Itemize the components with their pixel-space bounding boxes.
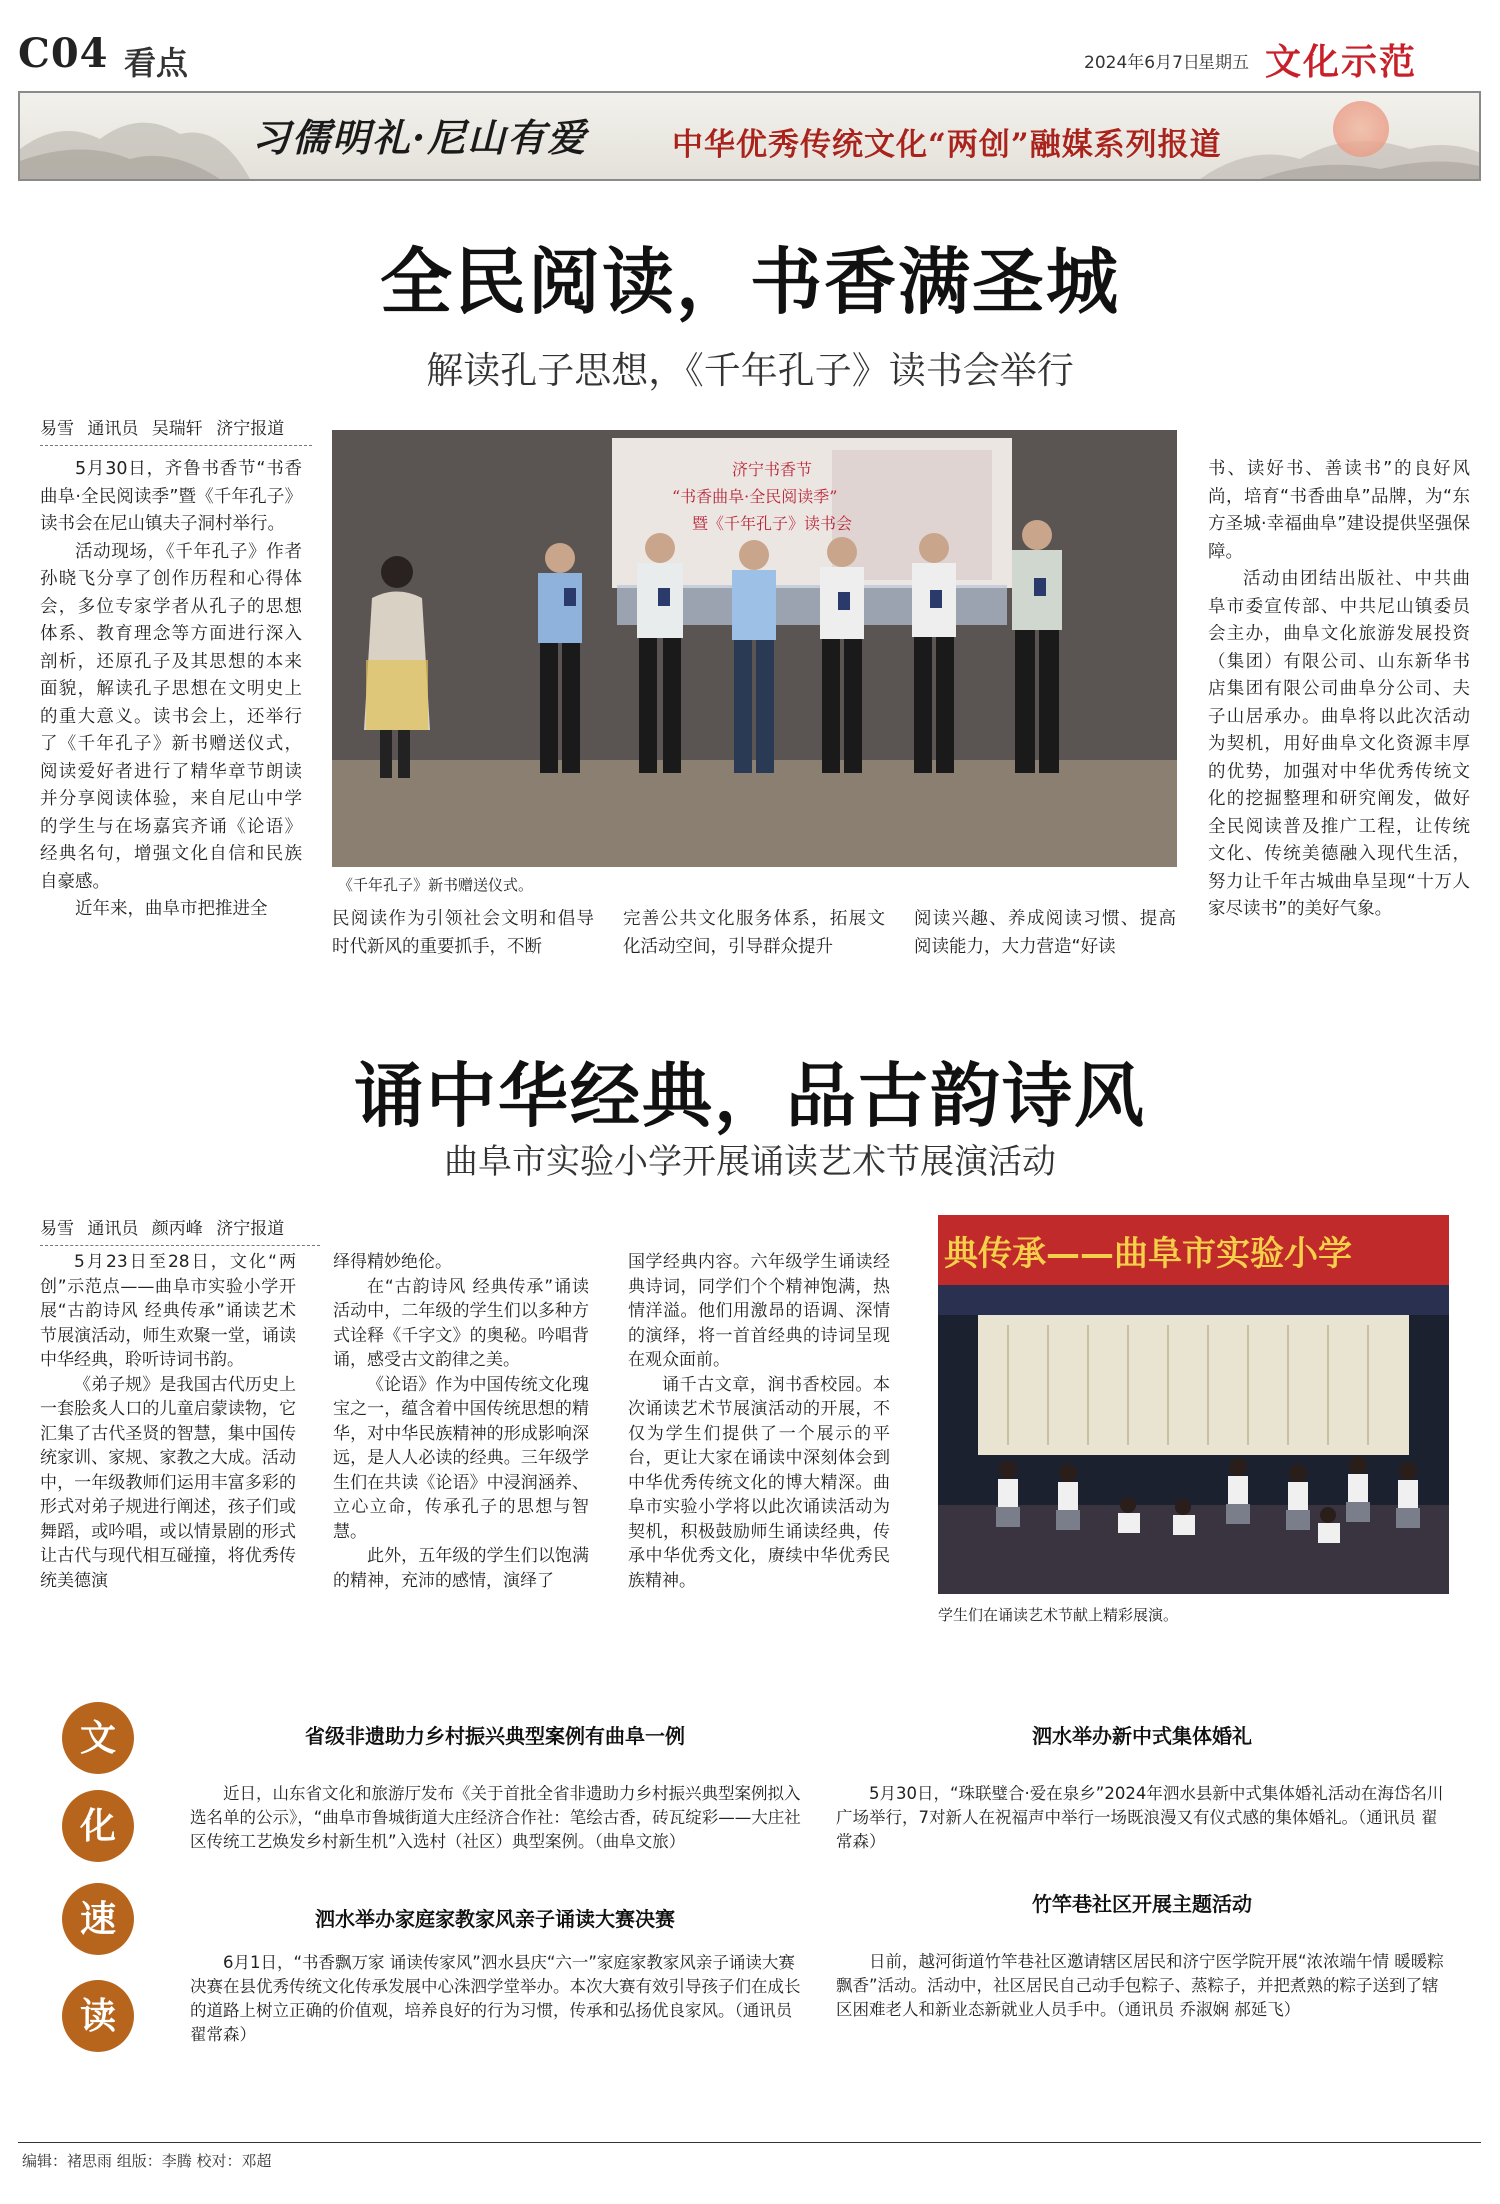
brief-body (190, 1782, 802, 1854)
photo2-caption: 学生们在诵读艺术节献上精彩展演。 (938, 1606, 1179, 1624)
paragraph: 《弟子规》是我国古代历史上一套脍炙人口的儿童启蒙读物，它汇集了古代圣贤的智慧，集中国传统家训、家规、家教之大成。活动中，一年级教师们运用丰富多彩的形式对弟子规进行阐述，孩子们或舞蹈，或吟唱，或以情景剧的形式让古代与现代相互碰撞，将优秀传统美德演 (40, 1374, 296, 1591)
stage-banner-text: 典传承——曲阜市实验小学 (944, 1234, 1352, 1274)
paragraph: 5月23日至28日，文化“两创”示范点——曲阜市实验小学开展“古韵诗风 经典传承”诵读艺术节展演活动，师生欢聚一堂，诵读中华经典，聆听诗词书韵。 (40, 1252, 296, 1370)
quickread-label-char: 读 (62, 1980, 134, 2052)
paragraph: 5月30日，齐鲁书香节“书香曲阜·全民阅读季”暨《千年孔子》读书会在尼山镇夫子洞村举行。 (40, 459, 302, 534)
footer-divider (18, 2142, 1481, 2143)
article1-continuation-3: 阅读兴趣、养成阅读习惯、提高阅读能力，大力营造“好读 (914, 909, 1176, 957)
article2-column-1 (40, 1250, 296, 1593)
article1-byline: 易雪 通讯员 吴瑞轩 济宁报道 (40, 414, 312, 446)
paragraph: 近日，山东省文化和旅游厅发布《关于首批全省非遗助力乡村振兴典型案例拟入选名单的公示》，“曲阜市鲁城街道大庄经济合作社：笔绘古香，砖瓦绽彩——大庄社区传统工艺焕发乡村新生机”入选村（社区）典型案例。（曲阜文旅） (190, 1784, 801, 1851)
paragraph: 近年来，曲阜市把推进全 (75, 899, 268, 919)
brief-body (836, 1950, 1448, 2022)
article2-subhead: 曲阜市实验小学开展诵读艺术节展演活动 (444, 1142, 1056, 1182)
paragraph: 诵千古文章，润书香校园。本次诵读艺术节展演活动的开展，不仅为学生们提供了一个展示的平台，更让大家在诵读中深刻体会到中华优秀传统文化的博大精深。曲阜市实验小学将以此次诵读活动为契机，积极鼓励师生诵读经典，传承中华优秀文化，赓续中华优秀民族精神。 (628, 1374, 890, 1591)
article1-headline: 全民阅读，书香满圣城 (379, 239, 1120, 324)
paragraph: 国学经典内容。六年级学生诵读经典诗词，同学们个个精神饱满，热情洋溢。他们用激昂的语调、深情的演绎，将一首首经典的诗词呈现在观众面前。 (628, 1252, 890, 1370)
banner-title: 习儒明礼·尼山有爱 (252, 115, 588, 160)
issue-date: 2024年6月7日 (1084, 53, 1200, 73)
paragraph: 日前，越河街道竹竿巷社区邀请辖区居民和济宁医学院开展“浓浓端午情 暖暖粽飘香”活动。活动中，社区居民自己动手包粽子、蒸粽子，并把煮熟的粽子送到了辖区困难老人和新业态新就业人员手中。（通讯员 乔淑娴 郝延飞） (836, 1952, 1444, 2019)
article1-subhead: 解读孔子思想，《千年孔子》读书会举行 (426, 349, 1074, 392)
brief-title: 泗水举办新中式集体婚礼 (1032, 1724, 1252, 1748)
editor-credits: 编辑：褚思雨 组版：李腾 校对：邓超 (22, 2152, 272, 2170)
quickread-label-char: 文 (62, 1702, 134, 1774)
quickread-label-char: 化 (62, 1790, 134, 1862)
article1-continuation-1: 民阅读作为引领社会文明和倡导时代新风的重要抓手，不断 (332, 909, 594, 957)
brand-logo: 文化示范 (1265, 41, 1418, 83)
issue-weekday: 星期五 (1198, 53, 1249, 73)
article1-column-1 (40, 456, 302, 924)
article1-column-4 (1208, 456, 1470, 924)
brief-title: 省级非遗助力乡村振兴典型案例有曲阜一例 (305, 1724, 685, 1748)
backdrop-line: 暨《千年孔子》读书会 (692, 514, 853, 533)
paragraph: 6月1日，“书香飘万家 诵读传家风”泗水县庆“六一”家庭家教家风亲子诵读大赛决赛在县优秀传统文化传承发展中心洙泗学堂举办。本次大赛有效引导孩子们在成长的道路上树立正确的价值观，培养良好的行为习惯，传承和弘扬优良家风。（通讯员 翟常森） (190, 1953, 801, 2044)
paragraph: 《论语》作为中国传统文化瑰宝之一，蕴含着中国传统思想的精华，对中华民族精神的形成影响深远，是人人必读的经典。三年级学生们在共读《论语》中浸润涵养、立心立命，传承孔子的思想与智慧。 (333, 1374, 589, 1542)
article2-column-3 (628, 1250, 890, 1593)
paragraph: 活动现场，《千年孔子》作者孙晓飞分享了创作历程和心得体会，多位专家学者从孔子的思想体系、教育理念等方面进行深入剖析，还原孔子及其思想的本来面貌，解读孔子思想在文明史上的重大意义。读书会上，还举行了《千年孔子》新书赠送仪式，阅读爱好者进行了精华章节朗读并分享阅读体验，来自尼山中学的学生与在场嘉宾齐诵《论语》经典名句，增强文化自信和民族自豪感。 (40, 541, 302, 892)
recital-stage-photo (938, 1215, 1449, 1594)
page-code: C04 (18, 30, 109, 77)
article1-continuation-2: 完善公共文化服务体系，拓展文化活动空间，引导群众提升 (623, 909, 885, 957)
paragraph: 此外，五年级的学生们以饱满的精神，充沛的感情，演绎了 (333, 1546, 589, 1591)
brief-body (836, 1782, 1448, 1854)
paragraph: 5月30日，“珠联璧合·爱在泉乡”2024年泗水县新中式集体婚礼活动在海岱名川广场举行，7对新人在祝福声中举行一场既浪漫又有仪式感的集体婚礼。（通讯员 翟常森） (836, 1784, 1444, 1851)
series-banner (18, 91, 1481, 181)
brief-title: 泗水举办家庭家教家风亲子诵读大赛决赛 (315, 1907, 675, 1931)
banner-subtitle: 中华优秀传统文化“两创”融媒系列报道 (672, 127, 1222, 163)
photo1-caption: 《千年孔子》新书赠送仪式。 (338, 876, 534, 894)
paragraph: 书、读好书、善读书”的良好风尚，培育“书香曲阜”品牌，为“东方圣城·幸福曲阜”建设提供坚强保障。 (1208, 459, 1470, 562)
brief-title: 竹竿巷社区开展主题活动 (1032, 1892, 1252, 1916)
quickread-label-char: 速 (62, 1883, 134, 1955)
paragraph: 绎得精妙绝伦。 (333, 1252, 452, 1272)
article2-headline: 诵中华经典，品古韵诗风 (354, 1054, 1146, 1137)
backdrop-line: “书香曲阜·全民阅读季” (672, 487, 838, 506)
sun-icon (1333, 101, 1389, 157)
paragraph: 在“古韵诗风 经典传承”诵读活动中，二年级的学生们以多种方式诠释《千字文》的奥秘。吟唱背诵，感受古文韵律之美。 (333, 1276, 589, 1370)
book-ceremony-photo (332, 430, 1177, 867)
section-name: 看点 (124, 44, 189, 82)
article2-column-2 (333, 1250, 589, 1593)
ceremony-photo-illustration (332, 430, 1177, 867)
stage-photo-illustration (938, 1215, 1449, 1594)
brief-body (190, 1951, 802, 2047)
article2-byline: 易雪 通讯员 颜丙峰 济宁报道 (40, 1214, 320, 1246)
paragraph: 活动由团结出版社、中共曲阜市委宣传部、中共尼山镇委员会主办，曲阜文化旅游发展投资（集团）有限公司、山东新华书店集团有限公司曲阜分公司、夫子山居承办。曲阜将以此次活动为契机，用好曲阜文化资源丰厚的优势，加强对中华优秀传统文化的挖掘整理和研究阐发，做好全民阅读普及推广工程，让传统文化、传统美德融入现代生活，努力让千年古城曲阜呈现“十万人家尽读书”的美好气象。 (1208, 569, 1470, 919)
backdrop-line: 济宁书香节 (732, 460, 813, 479)
